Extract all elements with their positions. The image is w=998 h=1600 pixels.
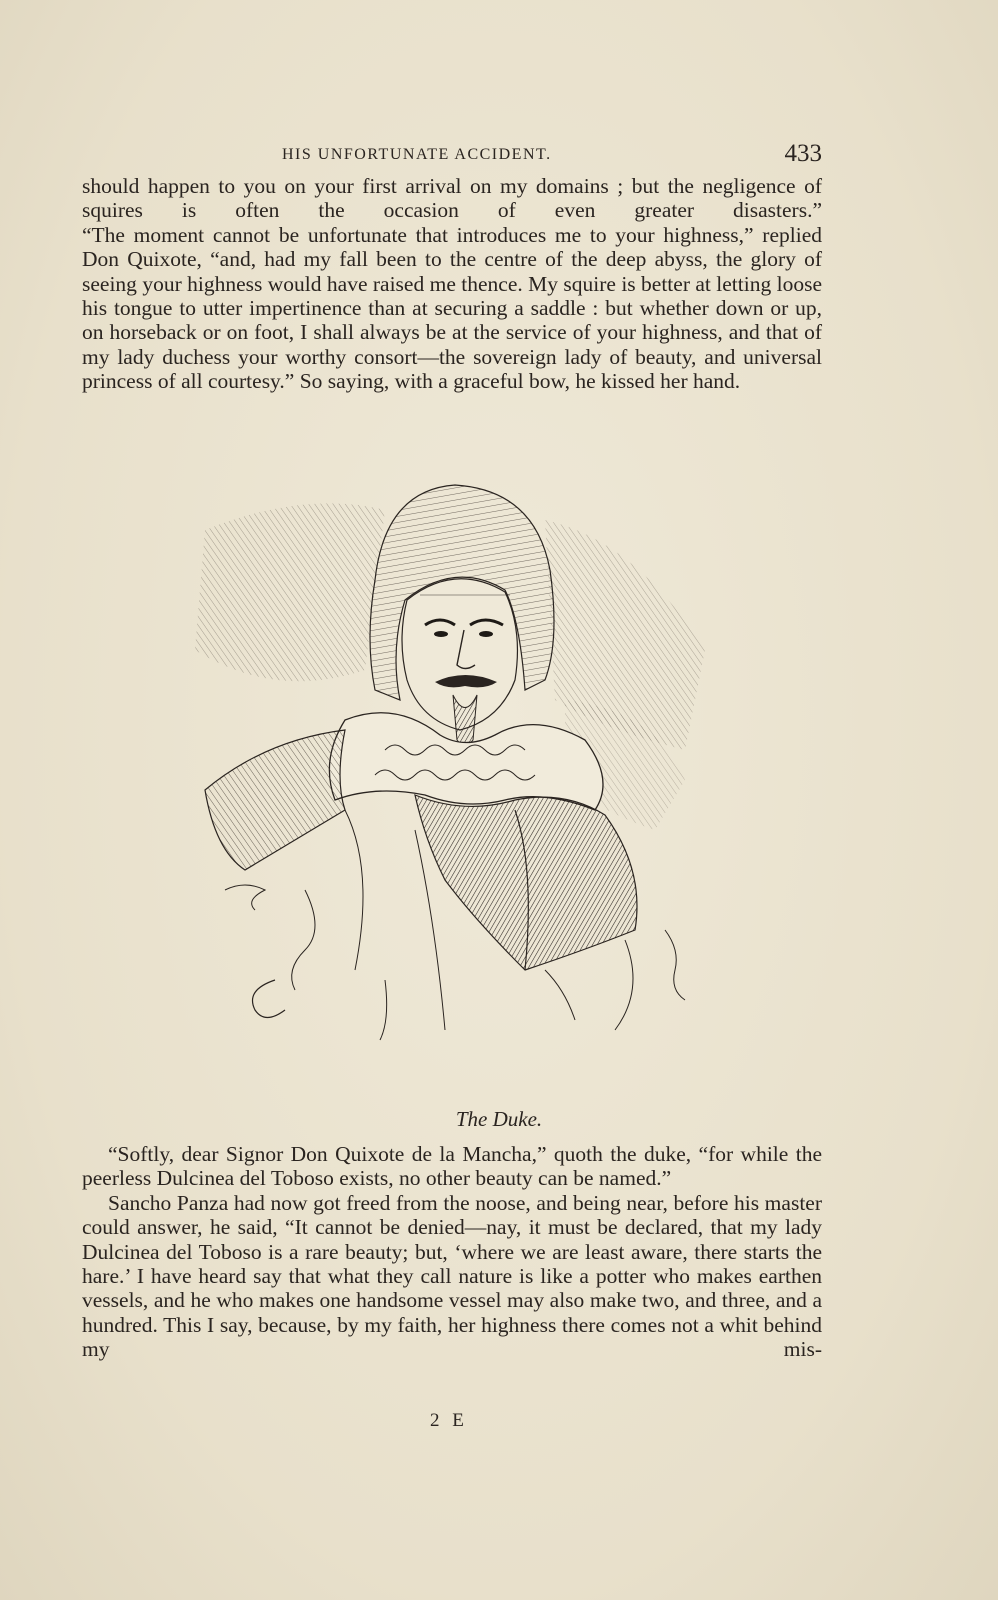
running-head: HIS UNFORTUNATE ACCIDENT. <box>282 146 552 163</box>
illustration-caption: The Duke. <box>455 1107 543 1131</box>
signature-mark: 2 E <box>430 1410 468 1431</box>
bottom-text-block <box>82 1142 822 1362</box>
paragraph-continuation: should happen to you on your first arrival on my domains ; but the negligence of squires is often the occasion of even greater disasters.” <box>82 174 822 223</box>
page-header <box>82 140 822 170</box>
paragraph-quixote-reply: “The moment cannot be unfortunate that introduces me to your highness,” replied Don Quixote, “and, had my fall been to the centre of the deep abyss, the glory of seeing your highness would have raised me thence. My squire is better at letting loose his tongue to utter impertinence than at securing a saddle : but whether down or up, on horseback or on foot, I shall always be at the service of your highness, and that of my lady duchess your worthy consort—the sovereign lady of beauty, and universal princess of all courtesy.” So saying, with a graceful bow, he kissed her hand. <box>82 222 822 394</box>
duke-engraving <box>185 450 725 1070</box>
paragraph-sancho-speech: Sancho Panza had now got freed from the noose, and being near, before his master could answer, he said, “It cannot be denied—nay, it must be declared, that my lady Dulcinea del Toboso is a rare beauty; but, ‘where we are least aware, there starts the hare.’ I have heard say that what they call nature is like a potter who makes earthen vessels, and he who makes one handsome vessel may also make two, and three, and a hundred. This I say, because, by my faith, her highness there comes not a whit behind my mis- <box>82 1190 822 1362</box>
top-text-block <box>82 174 822 394</box>
paragraph-duke-speech: “Softly, dear Signor Don Quixote de la Mancha,” quoth the duke, “for while the peerless Dulcinea del Toboso exists, no other beauty can be named.” <box>82 1142 822 1191</box>
page-number: 433 <box>784 140 822 167</box>
